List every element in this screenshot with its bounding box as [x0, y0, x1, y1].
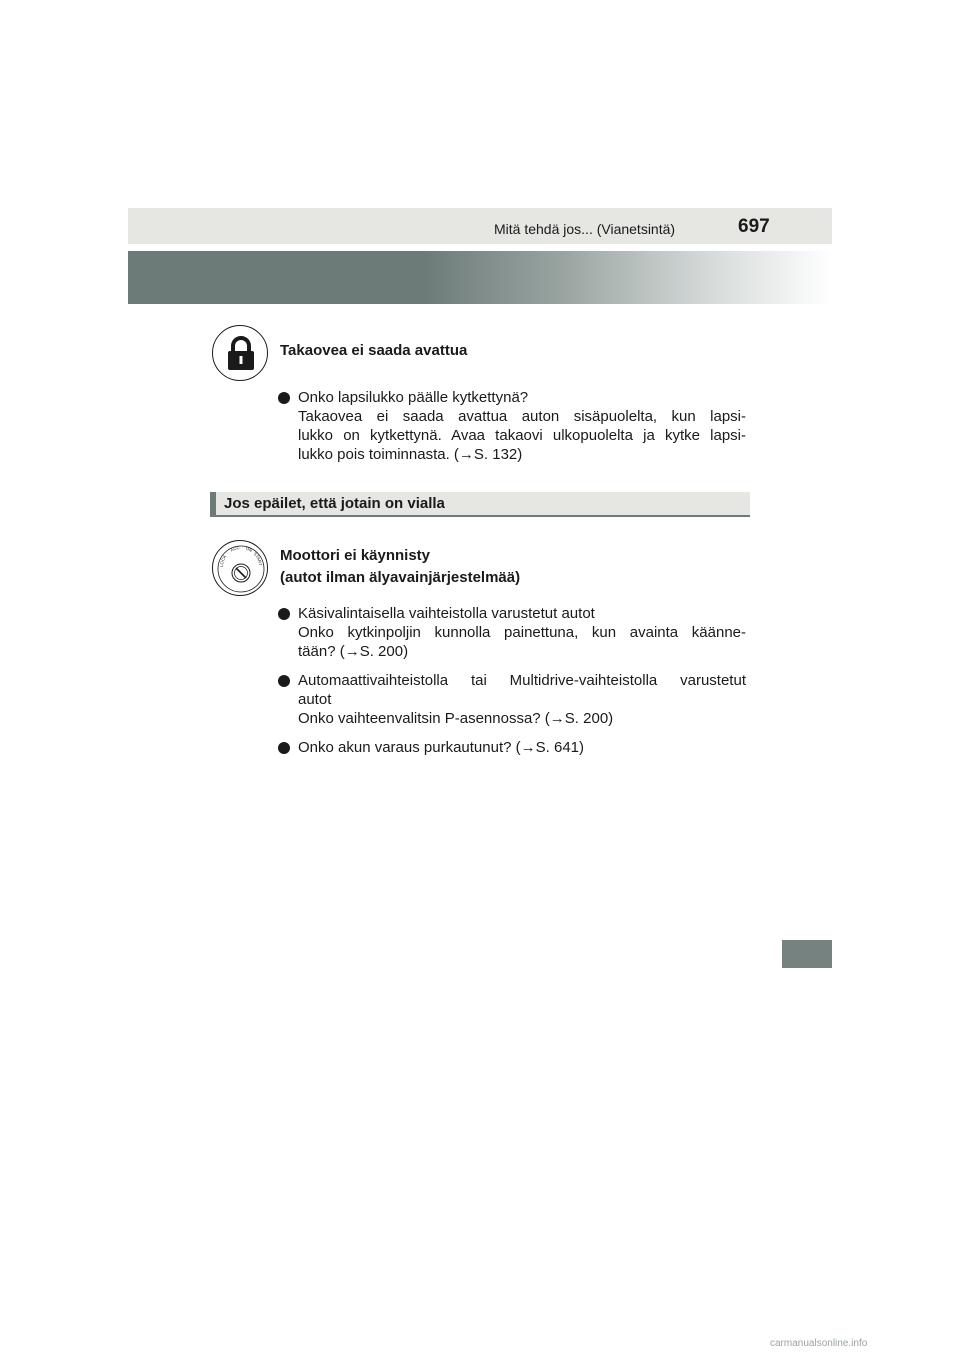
bullet-icon — [278, 675, 290, 687]
ignition-label-on: ON — [245, 545, 254, 553]
page-number: 697 — [738, 216, 770, 237]
list-item — [278, 388, 746, 464]
section-heading-rear-door: Takaovea ei saada avattua — [280, 342, 468, 359]
padlock-icon — [212, 325, 268, 381]
box-heading-label: Jos epäilet, että jotain on vialla — [224, 495, 445, 512]
list-item — [278, 604, 746, 661]
ignition-switch-icon — [212, 540, 268, 596]
item-line: lukko on kytkettynä. Avaa takaovi ulkopuolelta ja kytke lapsi- — [298, 427, 746, 444]
list-item — [278, 738, 746, 757]
header-bar — [128, 208, 832, 244]
item-line: tään? (→S. 200) — [298, 643, 409, 660]
section-heading-engine — [280, 545, 520, 589]
bullet-icon — [278, 742, 290, 754]
item-line: Onko lapsilukko päälle kytkettynä? — [298, 389, 529, 406]
bullet-icon — [278, 608, 290, 620]
ignition-label-lock: LOCK — [218, 554, 228, 568]
item-line: autot — [298, 691, 332, 708]
item-line: Onko akun varaus purkautunut? (→S. 641) — [298, 739, 584, 756]
ignition-label-acc: ACC — [229, 545, 240, 553]
header-gradient-band — [128, 251, 832, 304]
item-line: Onko vaihteenvalitsin P-asennossa? (→S. 200) — [298, 710, 614, 727]
bullet-icon — [278, 392, 290, 404]
item-line: Automaattivaihteistolla tai Multidrive-vaihteistolla varustetut — [298, 672, 746, 689]
box-heading-accent — [210, 492, 216, 515]
item-line: Onko kytkinpoljin kunnolla painettuna, kun avainta käänne- — [298, 624, 746, 641]
item-line: Takaovea ei saada avattua auton sisäpuolelta, kun lapsi- — [298, 408, 746, 425]
ignition-label-start: START — [252, 551, 263, 566]
section-heading-line: (autot ilman älyavainjärjestelmää) — [280, 569, 521, 586]
box-heading — [210, 492, 750, 517]
list-item — [278, 671, 746, 728]
item-line: lukko pois toiminnasta. (→S. 132) — [298, 446, 523, 463]
svg-text:ACC — [230, 545, 240, 553]
chapter-side-tab — [782, 940, 832, 968]
item-line: Käsivalintaisella vaihteistolla varustetut autot — [298, 605, 595, 622]
header-section-title: Mitä tehdä jos... (Vianetsintä) — [494, 221, 676, 237]
footer-watermark: carmanualsonline.info — [770, 1338, 868, 1349]
svg-text:LOCK — [219, 554, 227, 567]
section-heading-line: Moottori ei käynnisty — [280, 547, 431, 564]
